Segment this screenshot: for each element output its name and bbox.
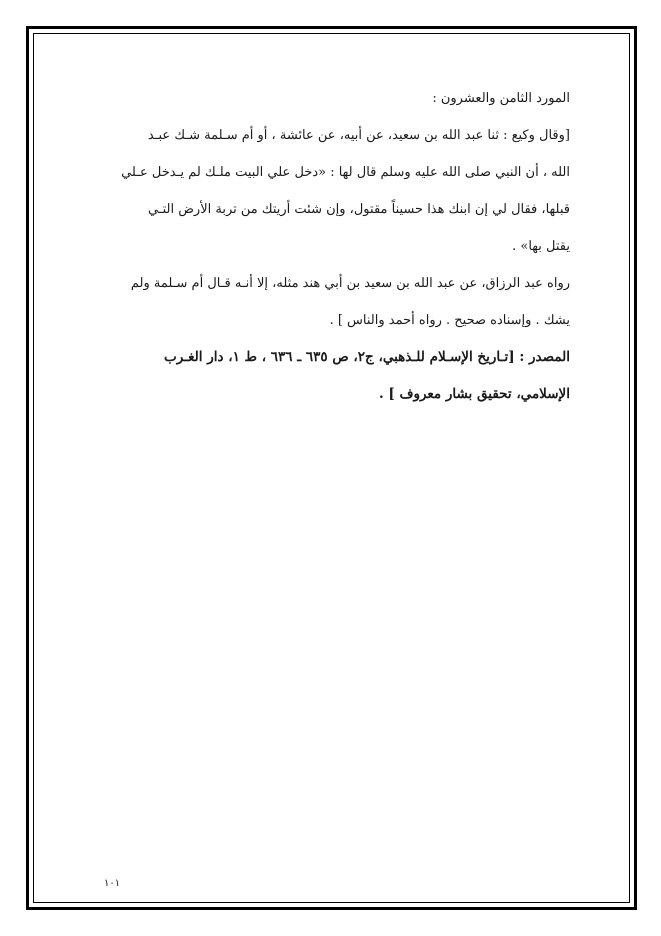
paragraph-line: يشك . وإسناده صحيح . رواه أحمد والناس ] . xyxy=(329,313,570,328)
source-line: الإسلامي، تحقيق بشار معروف ] . xyxy=(378,386,570,402)
source-line: المصدر : [تـاريخ الإسـلام للـذهبي، ج٢، ص ٦٣٥ ـ ٦٣٦ ، ط ١، دار الغـرب xyxy=(164,349,570,365)
paragraph-line: قبلها، فقال لي إن ابنك هذا حسيناً مقتول، وإن شئت أريتك من تربة الأرض التـي xyxy=(147,202,570,217)
paragraph-line: يقتل بها» . xyxy=(512,239,570,254)
paragraph-line: [وقال وكيع : ثنا عبد الله بن سعيد، عن أبيه، عن عائشة ، أو أم سـلمة شـك عبـد xyxy=(147,128,570,143)
chain-paragraph xyxy=(90,265,570,339)
page-number: ١٠١ xyxy=(104,878,121,889)
source-citation xyxy=(90,339,570,413)
narration-paragraph xyxy=(90,117,570,265)
paragraph-line: رواه عبد الرزاق، عن عبد الله بن سعيد بن أبي هند مثله، إلا أنـه قـال أم سـلمة ولم xyxy=(130,276,570,291)
section-heading: المورد الثامن والعشرون : xyxy=(432,91,570,106)
paragraph-line: الله ، أن النبي صلى الله عليه وسلم قال لها : «دخل علي البيت ملـك لم يـدخل عـلي xyxy=(121,165,570,180)
document-body xyxy=(90,80,570,413)
